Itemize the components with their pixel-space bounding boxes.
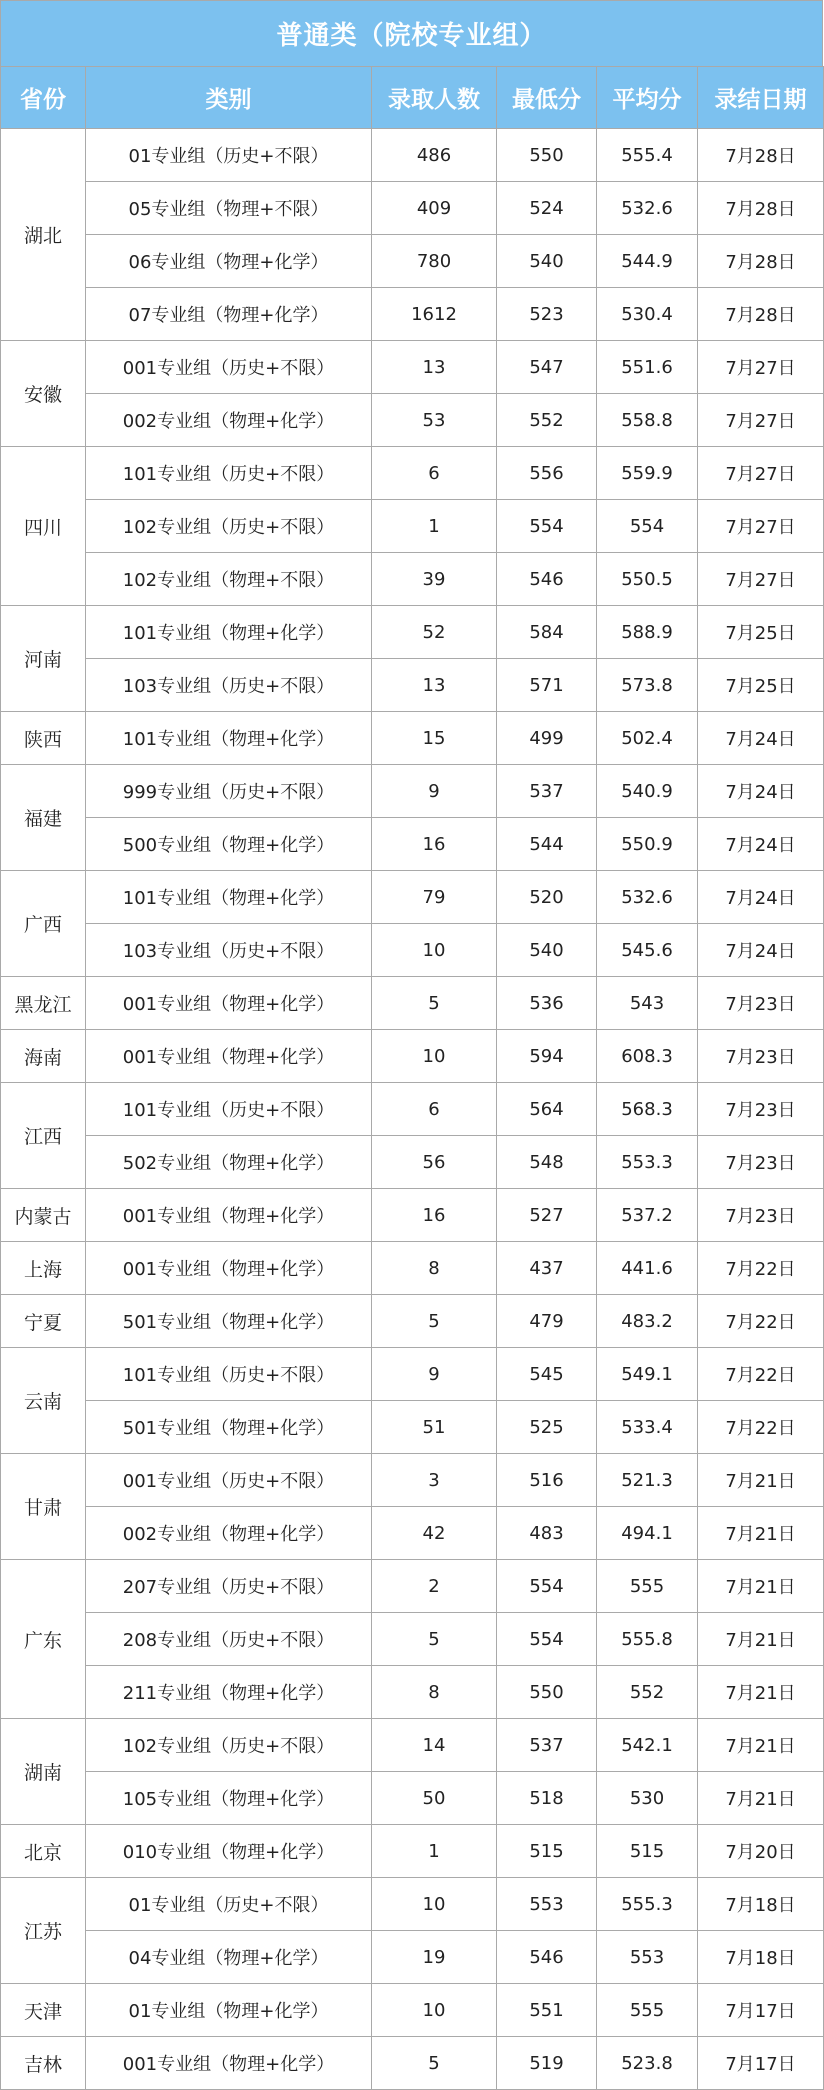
table-row <box>1 1719 824 1772</box>
avg-score-cell: 540.9 <box>597 765 698 818</box>
end-date-cell: 7月17日 <box>698 2037 824 2090</box>
table-row <box>1 818 824 871</box>
end-date-cell: 7月23日 <box>698 977 824 1030</box>
avg-score-cell: 542.1 <box>597 1719 698 1772</box>
table-row <box>1 1189 824 1242</box>
avg-score-cell: 543 <box>597 977 698 1030</box>
end-date-cell: 7月21日 <box>698 1772 824 1825</box>
min-score-cell: 545 <box>497 1348 597 1401</box>
end-date-cell: 7月18日 <box>698 1931 824 1984</box>
category-cell: 04专业组（物理+化学） <box>86 1931 372 1984</box>
min-score-cell: 519 <box>497 2037 597 2090</box>
end-date-cell: 7月27日 <box>698 447 824 500</box>
end-date-cell: 7月22日 <box>698 1401 824 1454</box>
min-score-cell: 515 <box>497 1825 597 1878</box>
table-row <box>1 1613 824 1666</box>
enrolled-cell: 42 <box>372 1507 497 1560</box>
min-score-cell: 594 <box>497 1030 597 1083</box>
avg-score-cell: 530.4 <box>597 288 698 341</box>
enrolled-cell: 2 <box>372 1560 497 1613</box>
enrolled-cell: 6 <box>372 1083 497 1136</box>
enrolled-cell: 5 <box>372 977 497 1030</box>
category-cell: 502专业组（物理+化学） <box>86 1136 372 1189</box>
category-cell: 999专业组（历史+不限） <box>86 765 372 818</box>
enrolled-cell: 409 <box>372 182 497 235</box>
min-score-cell: 554 <box>497 500 597 553</box>
min-score-cell: 550 <box>497 1666 597 1719</box>
category-cell: 103专业组（历史+不限） <box>86 659 372 712</box>
avg-score-cell: 532.6 <box>597 182 698 235</box>
category-cell: 102专业组（历史+不限） <box>86 1719 372 1772</box>
enrolled-cell: 52 <box>372 606 497 659</box>
end-date-cell: 7月27日 <box>698 394 824 447</box>
min-score-cell: 524 <box>497 182 597 235</box>
min-score-cell: 525 <box>497 1401 597 1454</box>
enrolled-cell: 79 <box>372 871 497 924</box>
min-score-cell: 552 <box>497 394 597 447</box>
avg-score-cell: 502.4 <box>597 712 698 765</box>
min-score-cell: 548 <box>497 1136 597 1189</box>
avg-score-cell: 588.9 <box>597 606 698 659</box>
table-row <box>1 1984 824 2037</box>
header-province: 省份 <box>1 67 86 129</box>
avg-score-cell: 530 <box>597 1772 698 1825</box>
category-cell: 001专业组（物理+化学） <box>86 1242 372 1295</box>
end-date-cell: 7月21日 <box>698 1719 824 1772</box>
province-cell: 福建 <box>1 765 86 871</box>
province-cell: 内蒙古 <box>1 1189 86 1242</box>
end-date-cell: 7月24日 <box>698 765 824 818</box>
enrolled-cell: 16 <box>372 818 497 871</box>
category-cell: 01专业组（历史+不限） <box>86 1878 372 1931</box>
category-cell: 101专业组（历史+不限） <box>86 1348 372 1401</box>
enrolled-cell: 53 <box>372 394 497 447</box>
end-date-cell: 7月22日 <box>698 1348 824 1401</box>
avg-score-cell: 521.3 <box>597 1454 698 1507</box>
category-cell: 102专业组（物理+不限） <box>86 553 372 606</box>
min-score-cell: 520 <box>497 871 597 924</box>
category-cell: 01专业组（历史+不限） <box>86 129 372 182</box>
avg-score-cell: 550.9 <box>597 818 698 871</box>
table-row <box>1 1083 824 1136</box>
header-min-score: 最低分 <box>497 67 597 129</box>
table-row <box>1 871 824 924</box>
avg-score-cell: 559.9 <box>597 447 698 500</box>
category-cell: 103专业组（历史+不限） <box>86 924 372 977</box>
category-cell: 500专业组（物理+化学） <box>86 818 372 871</box>
avg-score-cell: 553.3 <box>597 1136 698 1189</box>
end-date-cell: 7月23日 <box>698 1083 824 1136</box>
end-date-cell: 7月21日 <box>698 1454 824 1507</box>
end-date-cell: 7月28日 <box>698 182 824 235</box>
table-row <box>1 1507 824 1560</box>
avg-score-cell: 553 <box>597 1931 698 1984</box>
avg-score-cell: 523.8 <box>597 2037 698 2090</box>
table-row <box>1 1878 824 1931</box>
category-cell: 501专业组（物理+化学） <box>86 1401 372 1454</box>
min-score-cell: 537 <box>497 1719 597 1772</box>
enrolled-cell: 5 <box>372 1613 497 1666</box>
table-row <box>1 1666 824 1719</box>
min-score-cell: 544 <box>497 818 597 871</box>
min-score-cell: 554 <box>497 1613 597 1666</box>
min-score-cell: 516 <box>497 1454 597 1507</box>
province-cell: 陕西 <box>1 712 86 765</box>
min-score-cell: 564 <box>497 1083 597 1136</box>
end-date-cell: 7月18日 <box>698 1878 824 1931</box>
category-cell: 101专业组（物理+化学） <box>86 712 372 765</box>
min-score-cell: 556 <box>497 447 597 500</box>
avg-score-cell: 573.8 <box>597 659 698 712</box>
table-row <box>1 1295 824 1348</box>
category-cell: 105专业组（物理+化学） <box>86 1772 372 1825</box>
table-row <box>1 977 824 1030</box>
end-date-cell: 7月23日 <box>698 1030 824 1083</box>
avg-score-cell: 552 <box>597 1666 698 1719</box>
table-row <box>1 1772 824 1825</box>
enrolled-cell: 10 <box>372 1984 497 2037</box>
end-date-cell: 7月27日 <box>698 553 824 606</box>
table-row <box>1 924 824 977</box>
category-cell: 07专业组（物理+化学） <box>86 288 372 341</box>
enrolled-cell: 19 <box>372 1931 497 1984</box>
avg-score-cell: 441.6 <box>597 1242 698 1295</box>
table-row <box>1 1825 824 1878</box>
table-row <box>1 1560 824 1613</box>
enrolled-cell: 3 <box>372 1454 497 1507</box>
avg-score-cell: 532.6 <box>597 871 698 924</box>
table-row <box>1 2037 824 2090</box>
min-score-cell: 527 <box>497 1189 597 1242</box>
enrolled-cell: 13 <box>372 659 497 712</box>
enrolled-cell: 8 <box>372 1242 497 1295</box>
table-row <box>1 606 824 659</box>
province-cell: 四川 <box>1 447 86 606</box>
enrolled-cell: 8 <box>372 1666 497 1719</box>
table-row <box>1 553 824 606</box>
province-cell: 海南 <box>1 1030 86 1083</box>
avg-score-cell: 494.1 <box>597 1507 698 1560</box>
avg-score-cell: 549.1 <box>597 1348 698 1401</box>
table-row <box>1 1242 824 1295</box>
category-cell: 01专业组（物理+化学） <box>86 1984 372 2037</box>
table-body <box>1 129 824 2090</box>
table-row <box>1 659 824 712</box>
min-score-cell: 550 <box>497 129 597 182</box>
table-row <box>1 182 824 235</box>
min-score-cell: 483 <box>497 1507 597 1560</box>
enrolled-cell: 1612 <box>372 288 497 341</box>
enrolled-cell: 486 <box>372 129 497 182</box>
province-cell: 安徽 <box>1 341 86 447</box>
end-date-cell: 7月21日 <box>698 1560 824 1613</box>
end-date-cell: 7月21日 <box>698 1613 824 1666</box>
min-score-cell: 571 <box>497 659 597 712</box>
min-score-cell: 499 <box>497 712 597 765</box>
table-row <box>1 1931 824 1984</box>
min-score-cell: 584 <box>497 606 597 659</box>
avg-score-cell: 555.4 <box>597 129 698 182</box>
avg-score-cell: 537.2 <box>597 1189 698 1242</box>
table-row <box>1 1348 824 1401</box>
end-date-cell: 7月21日 <box>698 1666 824 1719</box>
category-cell: 101专业组（历史+不限） <box>86 1083 372 1136</box>
min-score-cell: 553 <box>497 1878 597 1931</box>
header-category: 类别 <box>86 67 372 129</box>
header-enrolled: 录取人数 <box>372 67 497 129</box>
end-date-cell: 7月21日 <box>698 1507 824 1560</box>
table-row <box>1 235 824 288</box>
min-score-cell: 540 <box>497 924 597 977</box>
category-cell: 001专业组（历史+不限） <box>86 341 372 394</box>
enrolled-cell: 16 <box>372 1189 497 1242</box>
enrolled-cell: 780 <box>372 235 497 288</box>
enrolled-cell: 13 <box>372 341 497 394</box>
min-score-cell: 546 <box>497 1931 597 1984</box>
avg-score-cell: 483.2 <box>597 1295 698 1348</box>
end-date-cell: 7月25日 <box>698 606 824 659</box>
avg-score-cell: 568.3 <box>597 1083 698 1136</box>
avg-score-cell: 555 <box>597 1984 698 2037</box>
category-cell: 102专业组（历史+不限） <box>86 500 372 553</box>
enrolled-cell: 50 <box>372 1772 497 1825</box>
table-row <box>1 447 824 500</box>
end-date-cell: 7月24日 <box>698 712 824 765</box>
enrolled-cell: 6 <box>372 447 497 500</box>
enrolled-cell: 10 <box>372 924 497 977</box>
table-row <box>1 1454 824 1507</box>
min-score-cell: 547 <box>497 341 597 394</box>
enrolled-cell: 10 <box>372 1878 497 1931</box>
province-cell: 北京 <box>1 1825 86 1878</box>
enrolled-cell: 9 <box>372 1348 497 1401</box>
end-date-cell: 7月23日 <box>698 1189 824 1242</box>
enrolled-cell: 51 <box>372 1401 497 1454</box>
end-date-cell: 7月23日 <box>698 1136 824 1189</box>
table-row <box>1 341 824 394</box>
end-date-cell: 7月25日 <box>698 659 824 712</box>
category-cell: 002专业组（物理+化学） <box>86 394 372 447</box>
end-date-cell: 7月28日 <box>698 129 824 182</box>
province-cell: 江西 <box>1 1083 86 1189</box>
min-score-cell: 536 <box>497 977 597 1030</box>
province-cell: 广西 <box>1 871 86 977</box>
table-row <box>1 712 824 765</box>
end-date-cell: 7月27日 <box>698 500 824 553</box>
category-cell: 002专业组（物理+化学） <box>86 1507 372 1560</box>
avg-score-cell: 550.5 <box>597 553 698 606</box>
end-date-cell: 7月28日 <box>698 235 824 288</box>
province-cell: 上海 <box>1 1242 86 1295</box>
end-date-cell: 7月24日 <box>698 871 824 924</box>
min-score-cell: 523 <box>497 288 597 341</box>
enrolled-cell: 5 <box>372 2037 497 2090</box>
min-score-cell: 551 <box>497 1984 597 2037</box>
category-cell: 010专业组（物理+化学） <box>86 1825 372 1878</box>
table-row <box>1 129 824 182</box>
category-cell: 001专业组（物理+化学） <box>86 977 372 1030</box>
table-title: 普通类（院校专业组） <box>0 0 823 66</box>
province-cell: 湖南 <box>1 1719 86 1825</box>
category-cell: 208专业组（历史+不限） <box>86 1613 372 1666</box>
category-cell: 001专业组（物理+化学） <box>86 1030 372 1083</box>
end-date-cell: 7月24日 <box>698 818 824 871</box>
category-cell: 05专业组（物理+不限） <box>86 182 372 235</box>
category-cell: 001专业组（物理+化学） <box>86 2037 372 2090</box>
category-cell: 101专业组（物理+化学） <box>86 606 372 659</box>
min-score-cell: 479 <box>497 1295 597 1348</box>
enrolled-cell: 9 <box>372 765 497 818</box>
end-date-cell: 7月20日 <box>698 1825 824 1878</box>
enrolled-cell: 56 <box>372 1136 497 1189</box>
enrolled-cell: 39 <box>372 553 497 606</box>
category-cell: 06专业组（物理+化学） <box>86 235 372 288</box>
end-date-cell: 7月22日 <box>698 1295 824 1348</box>
header-avg-score: 平均分 <box>597 67 698 129</box>
table-row <box>1 288 824 341</box>
table-row <box>1 1401 824 1454</box>
avg-score-cell: 555.8 <box>597 1613 698 1666</box>
end-date-cell: 7月27日 <box>698 341 824 394</box>
province-cell: 河南 <box>1 606 86 712</box>
category-cell: 211专业组（物理+化学） <box>86 1666 372 1719</box>
enrolled-cell: 15 <box>372 712 497 765</box>
avg-score-cell: 551.6 <box>597 341 698 394</box>
avg-score-cell: 555.3 <box>597 1878 698 1931</box>
enrolled-cell: 1 <box>372 500 497 553</box>
enrolled-cell: 5 <box>372 1295 497 1348</box>
category-cell: 101专业组（物理+化学） <box>86 871 372 924</box>
province-cell: 天津 <box>1 1984 86 2037</box>
avg-score-cell: 544.9 <box>597 235 698 288</box>
min-score-cell: 546 <box>497 553 597 606</box>
end-date-cell: 7月28日 <box>698 288 824 341</box>
end-date-cell: 7月17日 <box>698 1984 824 2037</box>
province-cell: 甘肃 <box>1 1454 86 1560</box>
table-row <box>1 1030 824 1083</box>
category-cell: 101专业组（历史+不限） <box>86 447 372 500</box>
header-end-date: 录结日期 <box>698 67 824 129</box>
avg-score-cell: 558.8 <box>597 394 698 447</box>
end-date-cell: 7月22日 <box>698 1242 824 1295</box>
table-row <box>1 500 824 553</box>
province-cell: 江苏 <box>1 1878 86 1984</box>
min-score-cell: 518 <box>497 1772 597 1825</box>
enrolled-cell: 10 <box>372 1030 497 1083</box>
province-cell: 吉林 <box>1 2037 86 2090</box>
table-row <box>1 394 824 447</box>
enrolled-cell: 14 <box>372 1719 497 1772</box>
min-score-cell: 537 <box>497 765 597 818</box>
avg-score-cell: 545.6 <box>597 924 698 977</box>
avg-score-cell: 533.4 <box>597 1401 698 1454</box>
province-cell: 湖北 <box>1 129 86 341</box>
category-cell: 207专业组（历史+不限） <box>86 1560 372 1613</box>
avg-score-cell: 608.3 <box>597 1030 698 1083</box>
min-score-cell: 554 <box>497 1560 597 1613</box>
province-cell: 黑龙江 <box>1 977 86 1030</box>
avg-score-cell: 555 <box>597 1560 698 1613</box>
avg-score-cell: 554 <box>597 500 698 553</box>
avg-score-cell: 515 <box>597 1825 698 1878</box>
enrolled-cell: 1 <box>372 1825 497 1878</box>
province-cell: 广东 <box>1 1560 86 1719</box>
category-cell: 501专业组（物理+化学） <box>86 1295 372 1348</box>
min-score-cell: 437 <box>497 1242 597 1295</box>
min-score-cell: 540 <box>497 235 597 288</box>
province-cell: 宁夏 <box>1 1295 86 1348</box>
category-cell: 001专业组（物理+化学） <box>86 1189 372 1242</box>
category-cell: 001专业组（历史+不限） <box>86 1454 372 1507</box>
table-row <box>1 765 824 818</box>
province-cell: 云南 <box>1 1348 86 1454</box>
header-row <box>1 67 824 129</box>
table-row <box>1 1136 824 1189</box>
admission-table <box>0 66 824 2090</box>
end-date-cell: 7月24日 <box>698 924 824 977</box>
